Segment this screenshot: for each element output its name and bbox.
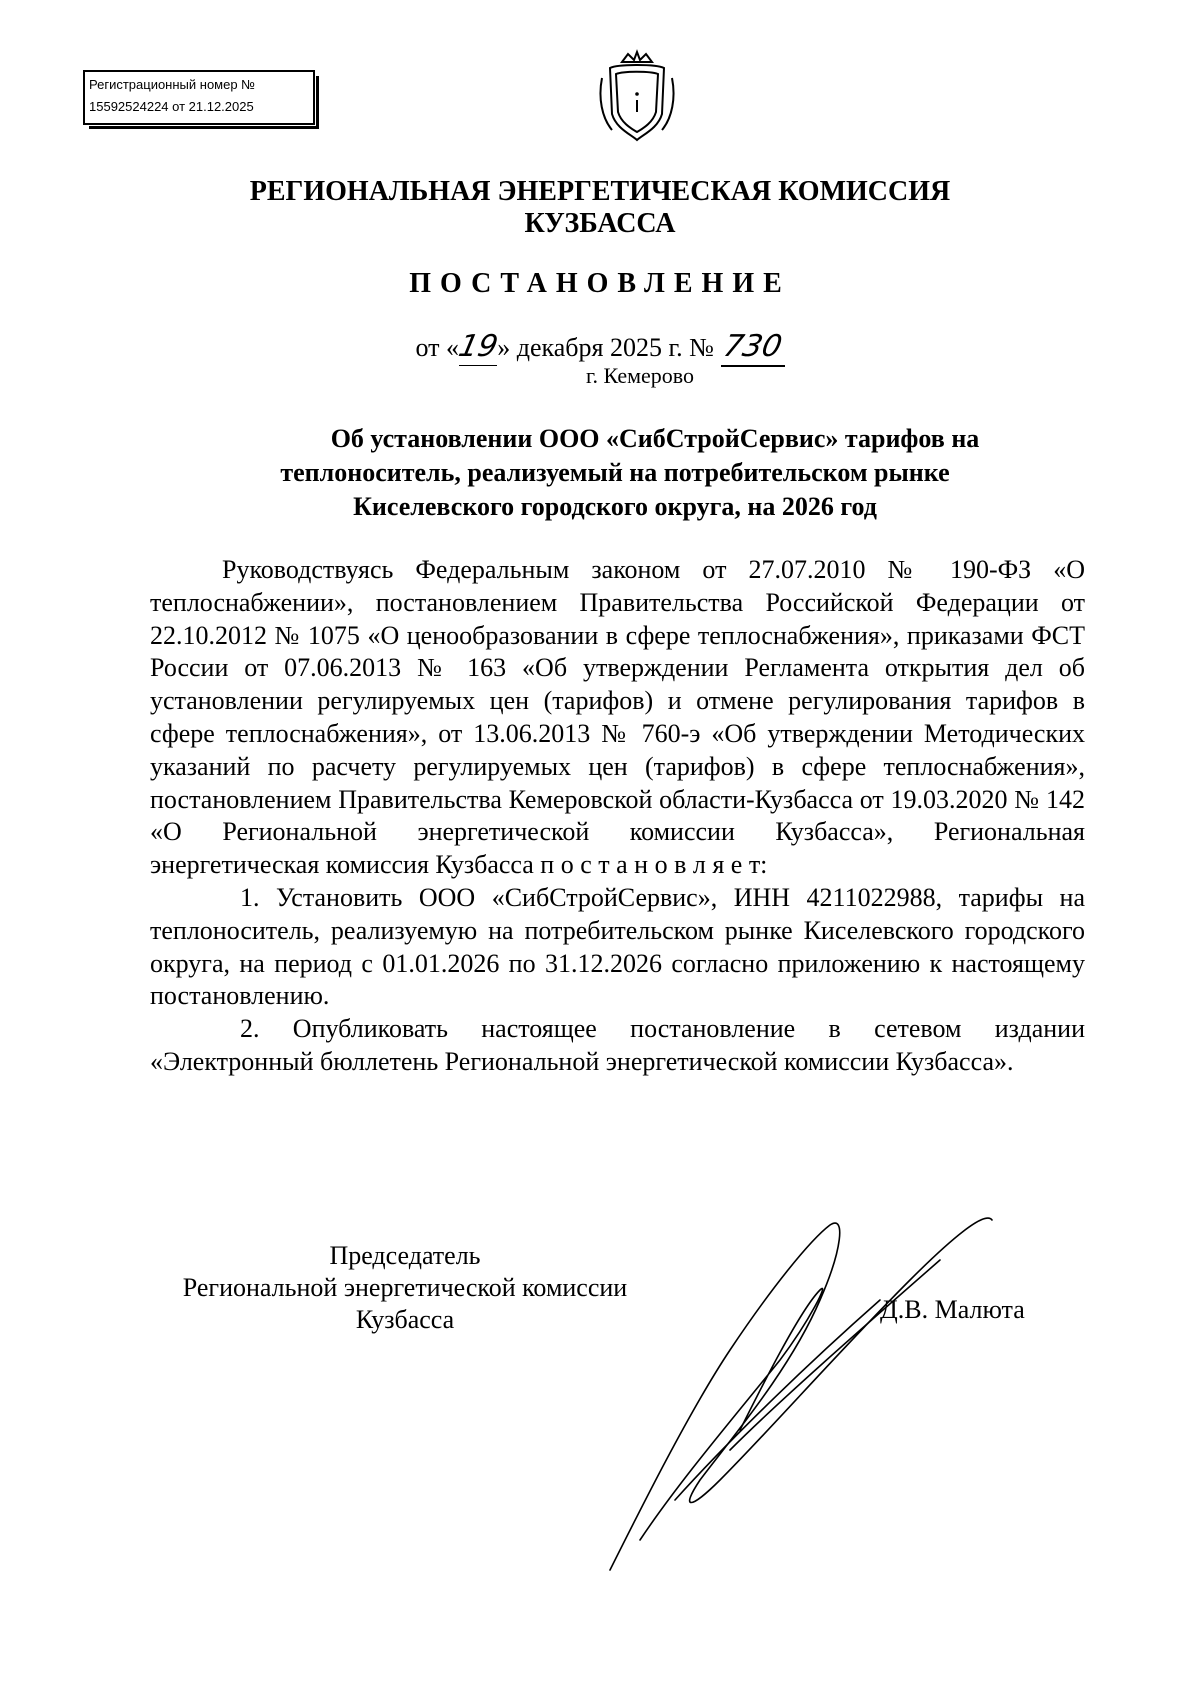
document-type: ПОСТАНОВЛЕНИЕ [409, 268, 791, 299]
organization-name-line-1: РЕГИОНАЛЬНАЯ ЭНЕРГЕТИЧЕСКАЯ КОМИССИЯ [249, 176, 951, 207]
signatory-title-line-2: Региональной энергетической комиссии [182, 1273, 628, 1302]
preamble-text: Руководствуясь Федеральным законом от 27.07.2010 № 190-ФЗ «О теплоснабжении», постановлением Правительства Российской Федерации от 22.10.2012 № 1075 «О ценообразовании в сфере теплоснабжения», приказами ФСТ России от 07.06.2013 № 163 «Об утверждении Регламента открытия дел об установлении регулируемых цен (тарифов) и отмене регулирования тарифов в сфере теплоснабжения», от 13.06.2013 № 760-э «Об утверждении Методических указаний по расчету регулируемых цен (тарифов) в сфере теплоснабжения», постановлением Правительства Кемеровской области-Кузбасса от 19.03.2020 № 142 «О Региональной энергетической комиссии Кузбасса», Региональная энергетическая комиссия Кузбасса [150, 555, 1085, 880]
item-2: 2. Опубликовать настоящее постановление в сетевом издании «Электронный бюллетень Региональной энергетической комиссии Кузбасса». [150, 1014, 1085, 1076]
city: г. Кемерово [585, 363, 695, 388]
title-line-1: Об установлении ООО «СибСтройСервис» тарифов на [330, 424, 980, 453]
organization-name-line-2: КУЗБАССА [524, 208, 676, 239]
handwritten-signature [580, 1180, 1000, 1580]
signatory-title [160, 1240, 650, 1336]
document-title [150, 422, 1080, 524]
item-1: 1. Установить ООО «СибСтройСервис», ИНН 4211022988, тарифы на теплоноситель, реализуемую на потребительском рынке Киселевского городского округа, на период с 01.01.2026 по 31.12.2026 согласно приложению к настоящему постановлению. [150, 882, 1085, 1011]
signatory-title-line-1: Председатель [329, 1241, 481, 1270]
signatory-name: Д.В. Малюта [880, 1295, 1025, 1324]
date-middle: » декабря 2025 г. № [497, 333, 714, 362]
handwritten-number: 730 [720, 329, 785, 364]
signatory-title-line-3: Кузбасса [355, 1305, 455, 1334]
document-body [150, 554, 1085, 1079]
resolves-word: п о с т а н о в л я е т: [540, 850, 768, 880]
registration-line-2: 15592524224 от 21.12.2025 [89, 99, 254, 114]
handwritten-day: 19 [455, 329, 502, 364]
coat-of-arms-icon [598, 48, 676, 144]
title-line-2: теплоноситель, реализуемый на потребительском рынке [280, 458, 950, 487]
registration-line-1: Регистрационный номер № [89, 77, 256, 92]
title-line-3: Киселевского городского округа, на 2026 год [353, 492, 877, 521]
preamble-paragraph [150, 554, 1085, 882]
registration-stamp [83, 70, 315, 125]
date-prefix: от « [415, 333, 460, 362]
